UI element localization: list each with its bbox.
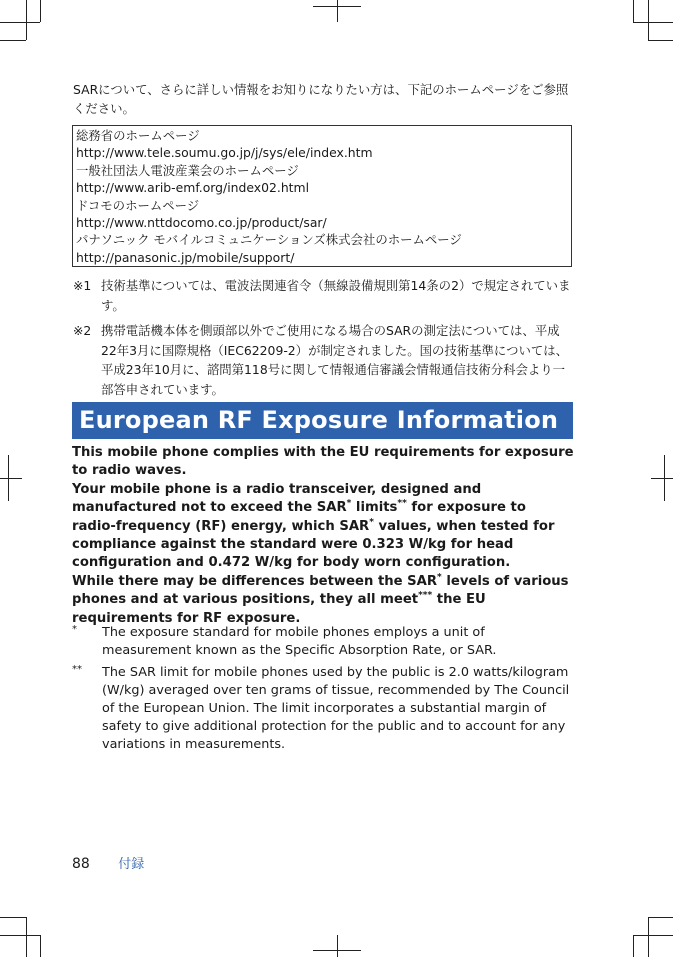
footnote-text: The exposure standard for mobile phones employs a unit of measurement known as the Specific Absorption Rate, or SAR.: [102, 625, 497, 658]
link-label-panasonic: パナソニック モバイルコミュニケーションズ株式会社のホームページ: [76, 232, 462, 248]
footnote-mark: ※1: [73, 278, 92, 293]
link-label-docomo: ドコモのホームページ: [76, 197, 200, 213]
statement-paragraph: Your mobile phone is a radio transceiver, designed and manufactured not to exceed the SAR* limits** for exposure to radio-frequency (RF) energy, which SAR* values, when tested for compliance against the standard were 0.323 W/kg for head configuration and 0.472 W/kg for body worn configuration.: [72, 481, 555, 571]
section-heading: European RF Exposure Information: [72, 402, 573, 439]
footnote: [73, 321, 573, 399]
footnote-mark: *: [72, 624, 77, 635]
footnotes-en: [72, 624, 574, 758]
link-url-docomo[interactable]: http://www.nttdocomo.co.jp/product/sar/: [76, 215, 327, 231]
page-number: 88: [72, 856, 90, 872]
footnote-text: The SAR limit for mobile phones used by the public is 2.0 watts/kilogram (W/kg) averaged over ten grams of tissue, recommended by The Council of the European Union. The limit incorporates a substantial margin of safety to give additional protection for the public and to account for any variations in measurements.: [102, 665, 570, 752]
reference-links-box: [72, 125, 572, 267]
footnote-mark: **: [72, 664, 82, 675]
statement-paragraph: While there may be differences between the SAR* levels of various phones and at various positions, they all meet*** the EU requirements for RF exposure.: [72, 572, 569, 626]
footnote: [72, 664, 574, 754]
footnote: [72, 624, 574, 660]
footnotes-jp: [73, 276, 573, 405]
footnote-text: 携帯電話機本体を側頭部以外でご使用になる場合のSARの測定法については、平成22年3月に国際規格（IEC62209-2）が制定されました。国の技術基準については、平成23年10月に、諮問第118号に関して情報通信審議会情報通信技術分科会より一部答申されています。: [101, 323, 569, 397]
footnote-text: 技術基準については、電波法関連省令（無線設備規則第14条の2）で規定されています。: [101, 278, 571, 313]
page-footer: [72, 853, 144, 872]
statement-paragraph: This mobile phone complies with the EU requirements for exposure to radio waves.: [72, 445, 574, 479]
link-url-mic[interactable]: http://www.tele.soumu.go.jp/j/sys/ele/index.htm: [76, 145, 373, 161]
link-label-mic: 総務省のホームページ: [76, 128, 200, 143]
link-url-arib[interactable]: http://www.arib-emf.org/index02.html: [76, 180, 310, 196]
intro-paragraph: SARについて、さらに詳しい情報をお知りになりたい方は、下記のホームページをご参照ください。: [73, 82, 569, 116]
link-label-arib: 一般社団法人電波産業会のホームページ: [76, 162, 299, 178]
link-url-panasonic[interactable]: http://panasonic.jp/mobile/support/: [76, 249, 295, 265]
footnote-mark: ※2: [73, 323, 92, 338]
section-name: 付録: [118, 857, 145, 872]
rf-exposure-statement: [72, 444, 574, 628]
footnote: [73, 276, 573, 315]
